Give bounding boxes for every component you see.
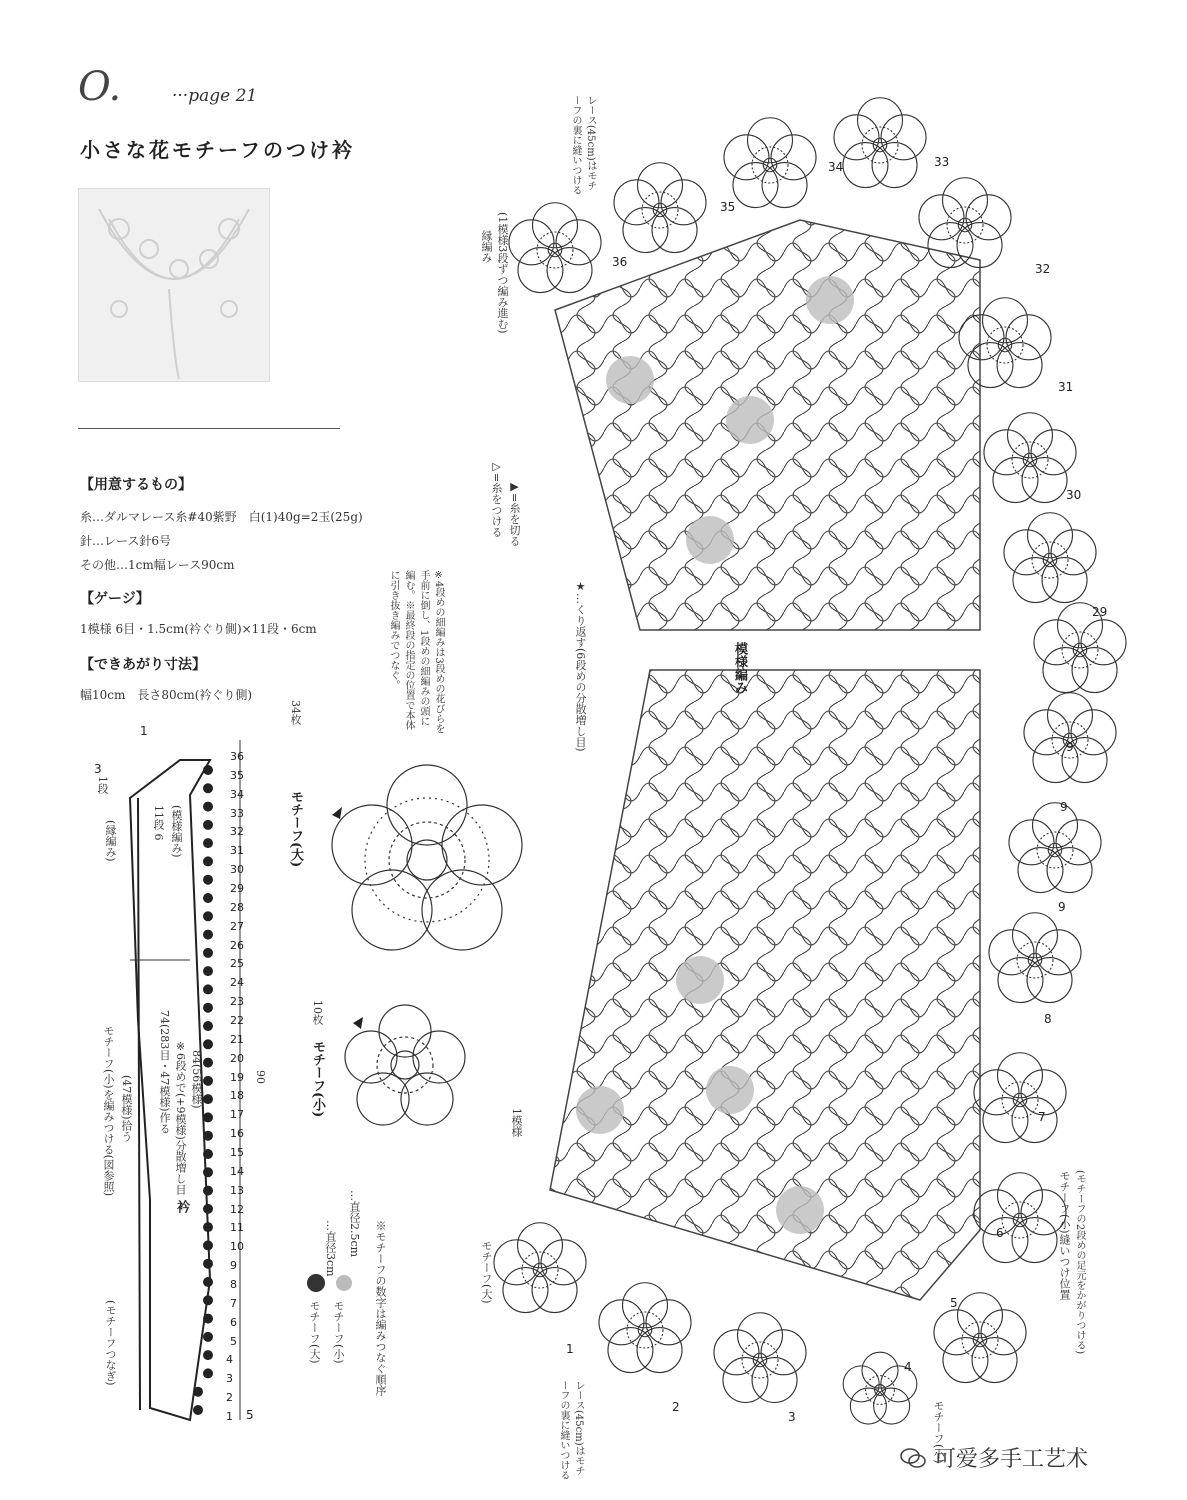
page-reference: ···page 21 (172, 86, 258, 106)
collar-number: 24 (230, 976, 244, 990)
flower-motif (724, 118, 816, 208)
collar-number: 7 (230, 1296, 237, 1310)
motif-dot (203, 1039, 213, 1049)
collar-number: 30 (230, 863, 244, 877)
chart-pattern-label: 模様編み (732, 642, 747, 694)
motif-dot (203, 1058, 213, 1068)
motif-number: 3 (788, 1410, 796, 1424)
flower-motif (1004, 513, 1096, 603)
motif-dot (203, 1332, 213, 1342)
collar-number: 32 (230, 825, 244, 839)
motif-number: 1 (566, 1342, 574, 1356)
motif-dot (203, 911, 213, 921)
motif-dot (203, 1021, 213, 1031)
collar-number: 26 (230, 938, 244, 952)
dim-left: 3 (94, 762, 102, 776)
flower-motif (1024, 693, 1116, 783)
motif-dot (203, 1204, 213, 1214)
page-title: 小さな花モチーフのつけ衿 (80, 138, 355, 162)
collar-number: 13 (230, 1183, 244, 1197)
collar-number: 23 (230, 995, 244, 1009)
motif-dot (203, 1186, 213, 1196)
size-line: 幅10cm 長さ80cm(衿ぐり側) (80, 688, 253, 702)
collar-note-4: ※6段めで(+9模様)分散増し目 (174, 1040, 187, 1195)
collar-number: 35 (230, 768, 244, 782)
collar-number: 18 (230, 1089, 244, 1103)
gauge-heading: 【ゲージ】 (80, 591, 150, 607)
collar-number: 12 (230, 1202, 244, 1216)
collar-number: 17 (230, 1108, 244, 1122)
motif-number: 36 (612, 255, 628, 269)
motif-dot (203, 1112, 213, 1122)
gauge-line: 1模様 6目・1.5cm(衿ぐり側)×11段・6cm (80, 622, 317, 636)
collar-number: 3 (226, 1372, 233, 1386)
motif-large-count: 34枚 (289, 700, 302, 725)
motif-dot (203, 1076, 213, 1086)
motif-dot (203, 1295, 213, 1305)
size-heading: 【できあがり寸法】 (80, 657, 206, 673)
collar-number: 8 (230, 1278, 237, 1291)
motif-dot (193, 1387, 203, 1397)
materials-line-hook: 針…レース針6号 (80, 534, 172, 548)
chart-motif-large-tag: モチーフ(大) (480, 1240, 493, 1304)
legend-large-desc: …直径3cm (324, 1220, 337, 1277)
flower-motif (934, 1293, 1026, 1383)
collar-number: 16 (230, 1127, 244, 1141)
motif-large-note: ※4段めの細編みは3段めの花びらを手前に倒し、1段めの細編みの頭に編む。※最終段の指定の位置で本体に引き抜き編みでつなぐ。 (388, 570, 444, 734)
collar-number: 20 (230, 1051, 244, 1065)
lace-collar-photo-icon (79, 189, 269, 381)
motif-dot (203, 1240, 213, 1250)
motif-dot (203, 820, 213, 830)
motif-dot (203, 893, 213, 903)
motif-dot (203, 783, 213, 793)
collar-number: 15 (230, 1146, 244, 1159)
motif-dot (203, 1222, 213, 1232)
flower-motif (1034, 603, 1126, 693)
flower-legend-icon (304, 1268, 364, 1298)
collar-number: 33 (230, 806, 244, 820)
flower-motif (714, 1313, 806, 1403)
collar-label: 衿 (174, 1200, 189, 1213)
motif-small-label: モチーフ(小) (310, 1040, 325, 1118)
chart-small-attach-note: (モチーフの2段めの足元をかがりつける) (1074, 1170, 1085, 1355)
legend-small-label: モチーフ(小) (332, 1300, 345, 1364)
motif-number: 6 (996, 1226, 1004, 1240)
watermark-text: 可爱多手工艺术 (934, 1447, 1089, 1472)
motif-dot (203, 1131, 213, 1141)
divider (78, 428, 340, 429)
collar-number: 36 (230, 750, 244, 763)
motif-small-count: 10枚 (311, 1000, 324, 1025)
collar-number: 25 (230, 957, 244, 971)
motif-number: 7 (1038, 1110, 1046, 1124)
chart-one-pattern: 1模様 (510, 1108, 523, 1137)
collar-number: 2 (226, 1391, 233, 1405)
legend-note: ※モチーフの数字は編みつなぐ順序 (374, 1220, 387, 1396)
motif-dot (203, 1149, 213, 1159)
collar-number: 5 (230, 1334, 237, 1348)
flower-motif (1009, 803, 1101, 893)
motif-dot (203, 966, 213, 976)
motif-dot (203, 1350, 213, 1360)
thread-attach: ▷=糸をつける (490, 460, 503, 538)
collar-note-2: (47模様)拾う (120, 1075, 133, 1142)
dim-top: 1 (140, 724, 148, 738)
collar-number: 19 (230, 1070, 244, 1084)
motif-dot (203, 1003, 213, 1013)
flower-motif (989, 913, 1081, 1003)
flower-motif (974, 1173, 1066, 1263)
motif-number: 34 (828, 160, 844, 174)
motif-dot (203, 1094, 213, 1104)
dim-rows: 11段 6 (152, 805, 165, 841)
motif-dot (203, 1259, 213, 1269)
join-label: (モチーフつなぎ) (104, 1300, 117, 1386)
collar-number: 9 (230, 1259, 237, 1273)
motif-dot (193, 1405, 203, 1415)
motif-dot (203, 1277, 213, 1287)
motif-large-label: モチーフ(大) (288, 790, 303, 868)
motif-number: 9 (1058, 900, 1066, 914)
collar-note-3: 74(283目・47模様)作る (158, 1010, 171, 1134)
flower-motif (599, 1283, 691, 1373)
motif-dot (203, 765, 213, 775)
wechat-icon (900, 1447, 926, 1469)
collar-number: 6 (230, 1315, 237, 1329)
flower-motif (834, 98, 926, 188)
collar-note-5: 84(56模様) (190, 1050, 203, 1109)
chart-motif-small-tag: モチーフ(小) (932, 1400, 945, 1464)
motif-number: 2 (672, 1400, 680, 1414)
flower-motif (984, 413, 1076, 503)
motif-dot (203, 1314, 213, 1324)
chart-lace-top: レース(45cm)はモチーフの裏に縫いつける (570, 95, 596, 195)
crochet-chart (460, 90, 1160, 1440)
chart-repeat: ★…くり返す(6段めの分散増し目) (574, 580, 587, 752)
collar-number: 31 (230, 844, 244, 858)
collar-number: 11 (230, 1221, 244, 1235)
materials-line-yarn: 糸…ダルマレース糸#40紫野 白(1)40g=2玉(25g) (80, 510, 363, 524)
chart-small-attach: モチーフ(小)縫いつけ位置 (1058, 1170, 1071, 1300)
motif-dot (203, 1167, 213, 1177)
collar-number: 27 (230, 919, 244, 933)
flower-motif (614, 163, 706, 253)
motif-dot (203, 838, 213, 848)
motif-number: 30 (1066, 488, 1082, 502)
watermark (900, 1442, 1088, 1473)
pattern-letter: O. (78, 64, 122, 110)
motif-number: 33 (934, 155, 950, 169)
collar-number: 10 (230, 1240, 244, 1254)
product-photo (78, 188, 270, 382)
edge-label: (縁編み) (104, 820, 117, 862)
motif-dot (203, 930, 213, 940)
legend-small-desc: …直径2.5cm (348, 1190, 361, 1258)
motif-number: 9 (1060, 800, 1068, 814)
dim-left-unit: 1段 (96, 776, 109, 794)
body-label: (模様編み) (170, 805, 183, 858)
motif-dot (203, 1368, 213, 1378)
collar-note-1: モチーフ(小)を編みつける(図参照) (102, 1025, 115, 1197)
dim-side: 5 (246, 1408, 254, 1422)
materials-heading: 【用意するもの】 (80, 477, 192, 493)
chart-lace-bottom: レース(45cm)はモチーフの裏に縫いつける (558, 1380, 584, 1480)
motif-number: 5 (950, 1296, 958, 1310)
motif-number: 4 (904, 1360, 912, 1374)
motif-dot (203, 802, 213, 812)
motif-number: 9 (1066, 740, 1074, 754)
motif-dot (203, 875, 213, 885)
motif-number: 8 (1044, 1012, 1052, 1026)
motif-number: 35 (720, 200, 736, 214)
legend-large-label: モチーフ(大) (308, 1300, 321, 1364)
collar-number: 22 (230, 1014, 244, 1027)
flower-motif (974, 1053, 1066, 1143)
collar-number: 14 (230, 1164, 244, 1178)
motif-number: 29 (1092, 605, 1108, 619)
thread-cut: ▶=糸を切る (508, 480, 521, 547)
motif-small-chart (335, 995, 475, 1135)
collar-number: 29 (230, 882, 244, 895)
flower-motif (509, 203, 601, 293)
collar-number: 21 (230, 1032, 244, 1046)
motif-dot (203, 856, 213, 866)
collar-number: 1 (226, 1410, 233, 1423)
chart-edge-label: 縁編み (480, 230, 493, 263)
motif-number: 31 (1058, 380, 1074, 394)
collar-number: 34 (230, 787, 244, 801)
motif-dot (203, 984, 213, 994)
dim-total: 90 (254, 1070, 267, 1084)
motif-dot (203, 948, 213, 958)
collar-number: 4 (226, 1353, 233, 1367)
motif-number: 32 (1035, 262, 1051, 276)
flower-motif (494, 1223, 586, 1313)
materials-line-other: その他…1cm幅レース90cm (80, 558, 235, 572)
chart-edge-note: (1模様3段ずつ編み進む) (496, 212, 509, 334)
collar-number: 28 (230, 900, 244, 914)
